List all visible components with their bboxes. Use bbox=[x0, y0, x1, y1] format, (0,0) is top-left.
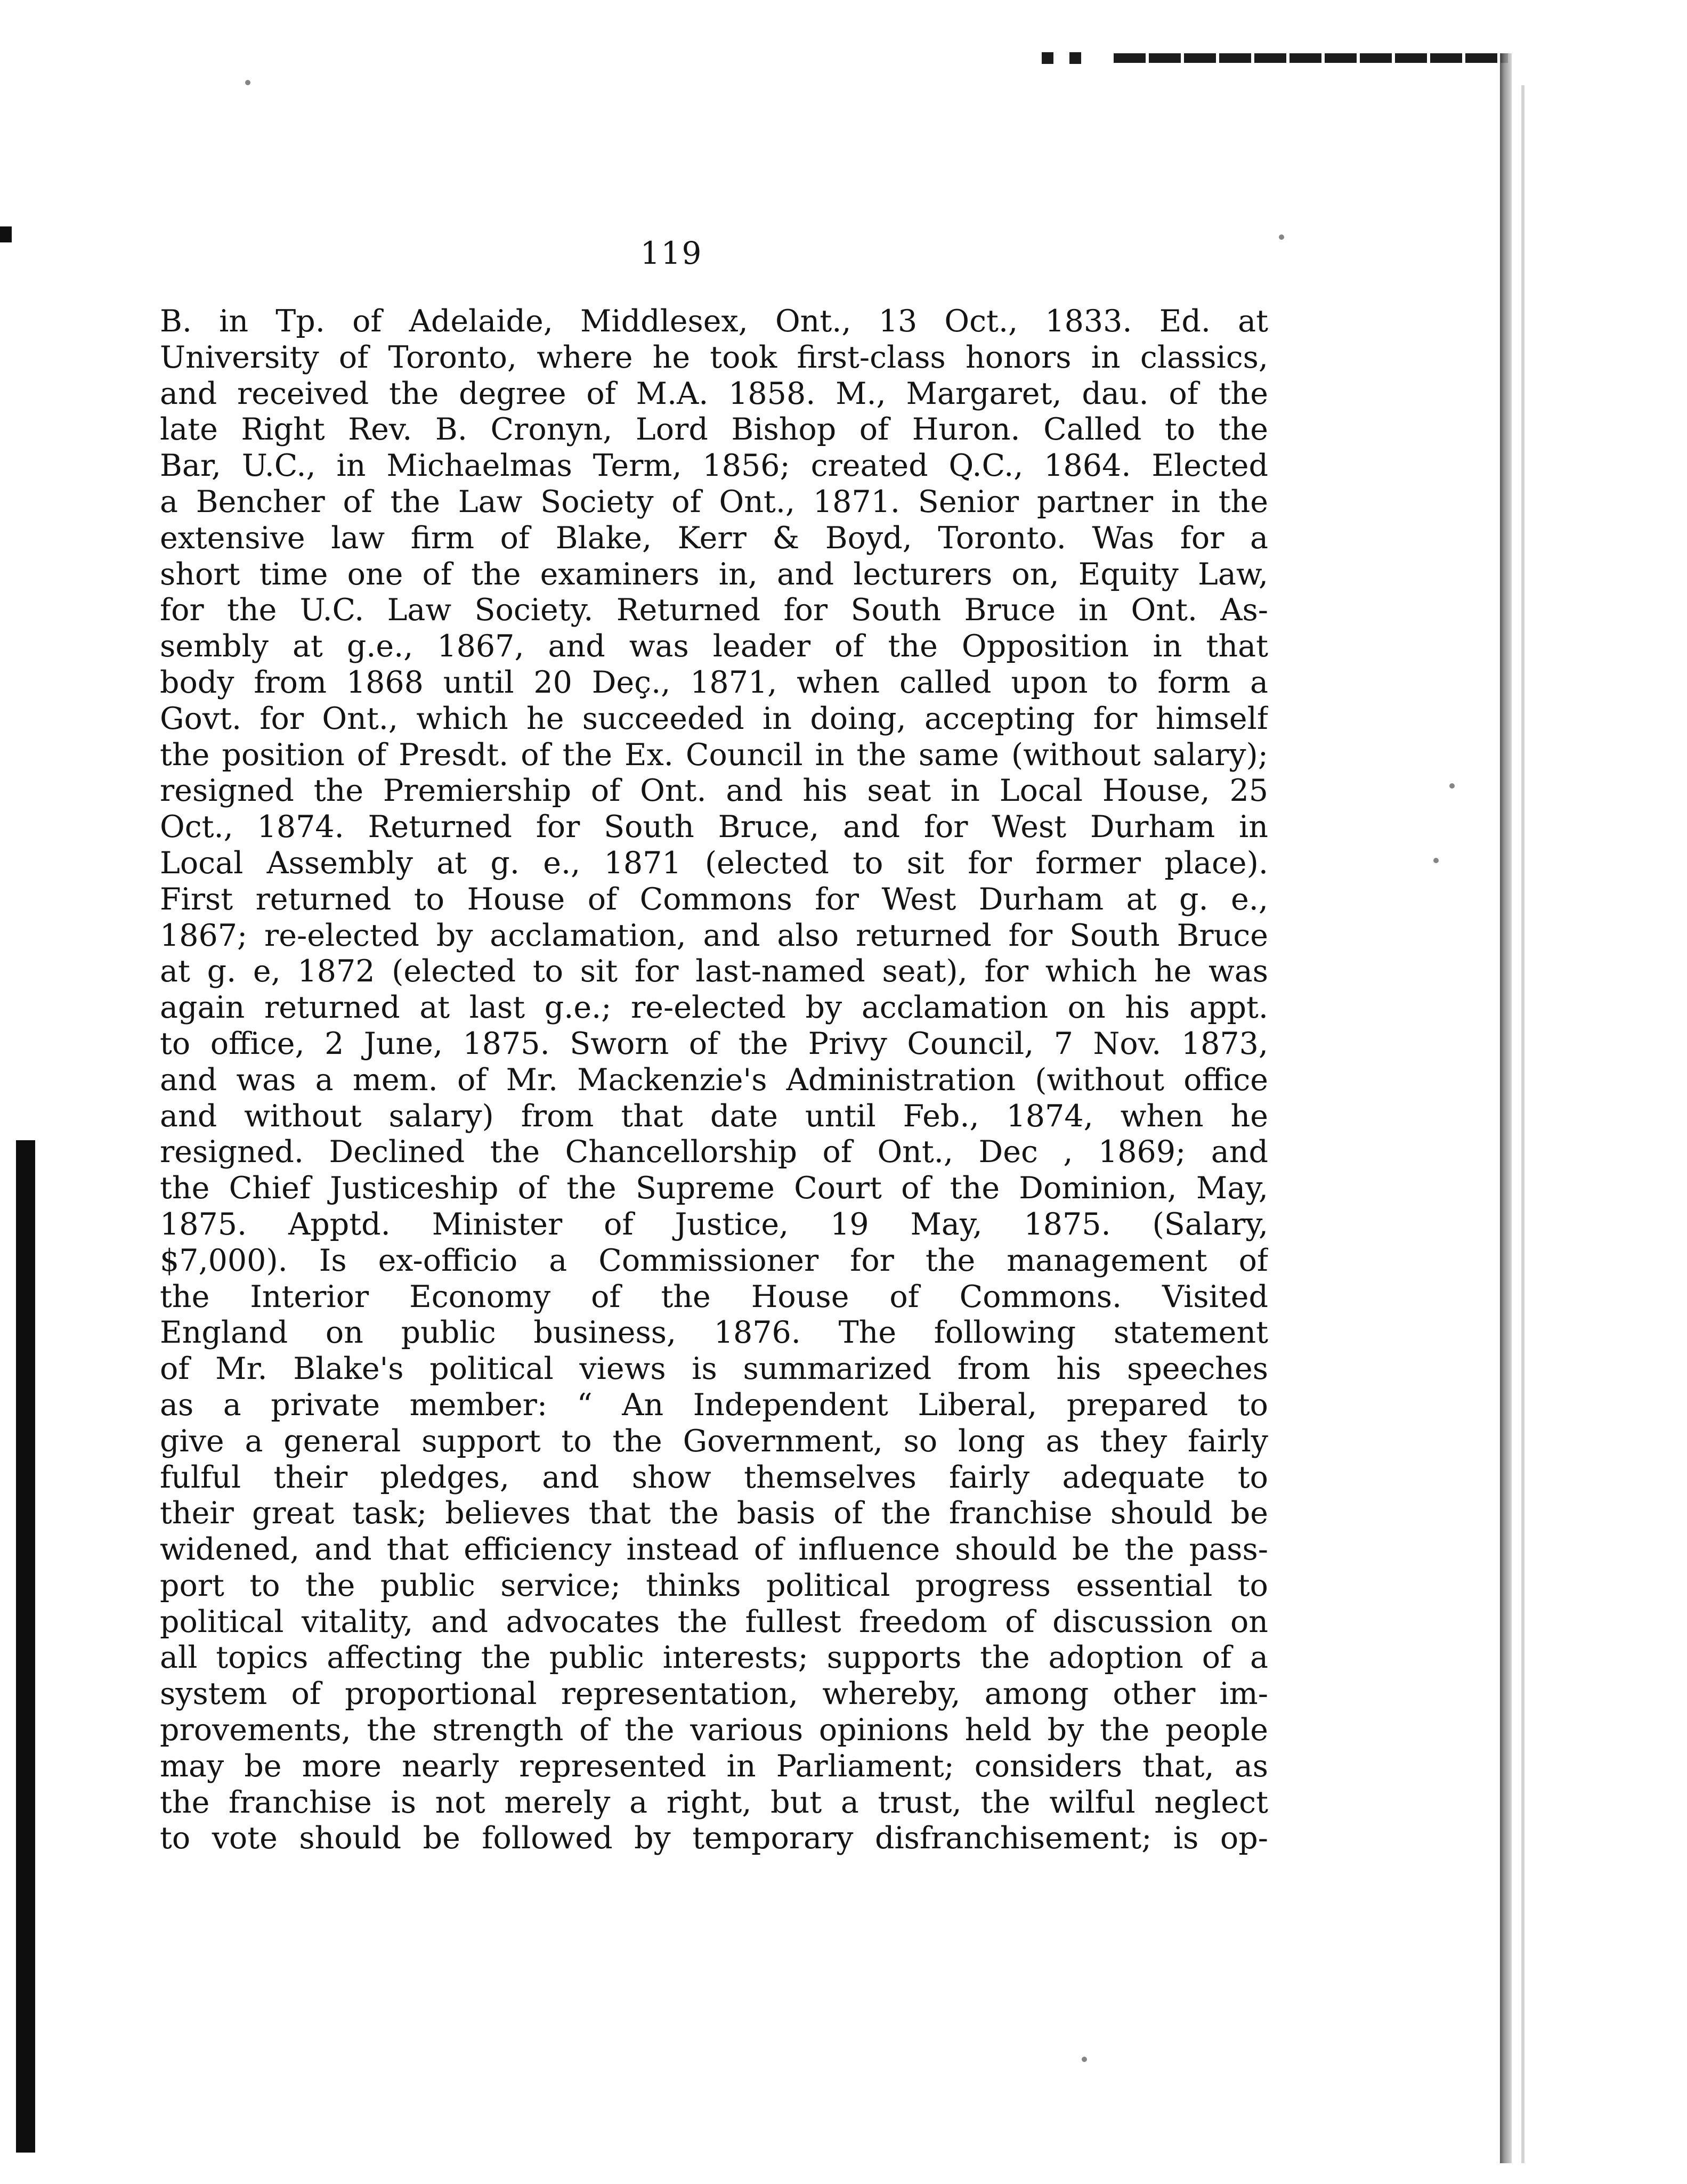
scan-artifact-top-dots bbox=[1042, 52, 1100, 64]
text-line: the position of Presdt. of the Ex. Council in the same (without salary); bbox=[160, 737, 1268, 773]
scan-artifact-right-edge-thin bbox=[1521, 85, 1524, 2163]
text-line: and without salary) from that date until Feb., 1874, when he bbox=[160, 1098, 1268, 1134]
scan-speck bbox=[1449, 783, 1455, 789]
scan-speck bbox=[1082, 2057, 1087, 2062]
text-line: of Mr. Blake's political views is summarized from his speeches bbox=[160, 1351, 1268, 1387]
scan-speck bbox=[245, 80, 250, 85]
text-line: all topics affecting the public interests; supports the adoption of a bbox=[160, 1640, 1268, 1676]
text-line: at g. e, 1872 (elected to sit for last-named seat), for which he was bbox=[160, 954, 1268, 989]
text-line: and was a mem. of Mr. Mackenzie's Administration (without office bbox=[160, 1062, 1268, 1098]
scan-speck bbox=[1279, 234, 1284, 240]
scan-artifact-left-mark bbox=[0, 226, 12, 242]
text-line: body from 1868 until 20 Deç., 1871, when called upon to form a bbox=[160, 664, 1268, 700]
text-line: fulful their pledges, and show themselves fairly adequate to bbox=[160, 1459, 1268, 1495]
text-line: as a private member: “ An Independent Liberal, prepared to bbox=[160, 1387, 1268, 1423]
text-line: for the U.C. Law Society. Returned for South Bruce in Ont. As- bbox=[160, 592, 1268, 628]
text-line: may be more nearly represented in Parliament; considers that, as bbox=[160, 1748, 1268, 1784]
text-line: system of proportional representation, whereby, among other im- bbox=[160, 1676, 1268, 1712]
text-line: sembly at g.e., 1867, and was leader of the Opposition in that bbox=[160, 629, 1268, 664]
text-line: again returned at last g.e.; re-elected by acclamation on his appt. bbox=[160, 990, 1268, 1026]
text-line: the Interior Economy of the House of Commons. Visited bbox=[160, 1279, 1268, 1314]
text-line: England on public business, 1876. The following statement bbox=[160, 1315, 1268, 1351]
text-line: Bar, U.C., in Michaelmas Term, 1856; created Q.C., 1864. Elected bbox=[160, 448, 1268, 484]
text-line: a Bencher of the Law Society of Ont., 1871. Senior partner in the bbox=[160, 484, 1268, 519]
text-line: resigned. Declined the Chancellorship of Ont., Dec , 1869; and bbox=[160, 1134, 1268, 1170]
scan-artifact-right-edge bbox=[1500, 53, 1512, 2163]
scan-artifact-top-rule bbox=[1114, 53, 1508, 63]
text-line: give a general support to the Government, so long as they fairly bbox=[160, 1423, 1268, 1459]
text-line: Govt. for Ont., which he succeeded in doing, accepting for himself bbox=[160, 701, 1268, 736]
scan-artifact-left-bar bbox=[16, 1140, 35, 2153]
scan-speck bbox=[1433, 858, 1439, 863]
text-line: Oct., 1874. Returned for South Bruce, and for West Durham in bbox=[160, 809, 1268, 845]
text-line: 1867; re-elected by acclamation, and also returned for South Bruce bbox=[160, 918, 1268, 953]
text-line: the franchise is not merely a right, but a trust, the wilful neglect bbox=[160, 1784, 1268, 1820]
text-line: extensive law firm of Blake, Kerr & Boyd, Toronto. Was for a bbox=[160, 520, 1268, 556]
text-line: port to the public service; thinks political progress essential to bbox=[160, 1568, 1268, 1603]
text-line: late Right Rev. B. Cronyn, Lord Bishop of Huron. Called to the bbox=[160, 412, 1268, 448]
text-line: $7,000). Is ex-officio a Commissioner for the management of bbox=[160, 1243, 1268, 1278]
text-line: B. in Tp. of Adelaide, Middlesex, Ont., 13 Oct., 1833. Ed. at bbox=[160, 304, 1268, 339]
text-line: to vote should be followed by temporary disfranchisement; is op- bbox=[160, 1821, 1268, 1856]
text-line: to office, 2 June, 1875. Sworn of the Privy Council, 7 Nov. 1873, bbox=[160, 1026, 1268, 1061]
text-line: Local Assembly at g. e., 1871 (elected to sit for former place). bbox=[160, 845, 1268, 881]
text-line: political vitality, and advocates the fullest freedom of discussion on bbox=[160, 1604, 1268, 1639]
body-text bbox=[160, 304, 1268, 1857]
text-line: First returned to House of Commons for West Durham at g. e., bbox=[160, 881, 1268, 917]
text-line: and received the degree of M.A. 1858. M., Margaret, dau. of the bbox=[160, 376, 1268, 411]
text-line: the Chief Justiceship of the Supreme Court of the Dominion, May, bbox=[160, 1171, 1268, 1206]
text-line: their great task; believes that the basis of the franchise should be bbox=[160, 1496, 1268, 1531]
text-line: 1875. Apptd. Minister of Justice, 19 May, 1875. (Salary, bbox=[160, 1206, 1268, 1242]
text-line: provements, the strength of the various opinions held by the people bbox=[160, 1712, 1268, 1748]
text-line: widened, and that efficiency instead of influence should be the pass- bbox=[160, 1532, 1268, 1568]
text-line: University of Toronto, where he took first-class honors in classics, bbox=[160, 339, 1268, 375]
text-line: resigned the Premiership of Ont. and his seat in Local House, 25 bbox=[160, 773, 1268, 809]
text-line: short time one of the examiners in, and lecturers on, Equity Law, bbox=[160, 556, 1268, 592]
page-number: 119 bbox=[640, 235, 703, 271]
